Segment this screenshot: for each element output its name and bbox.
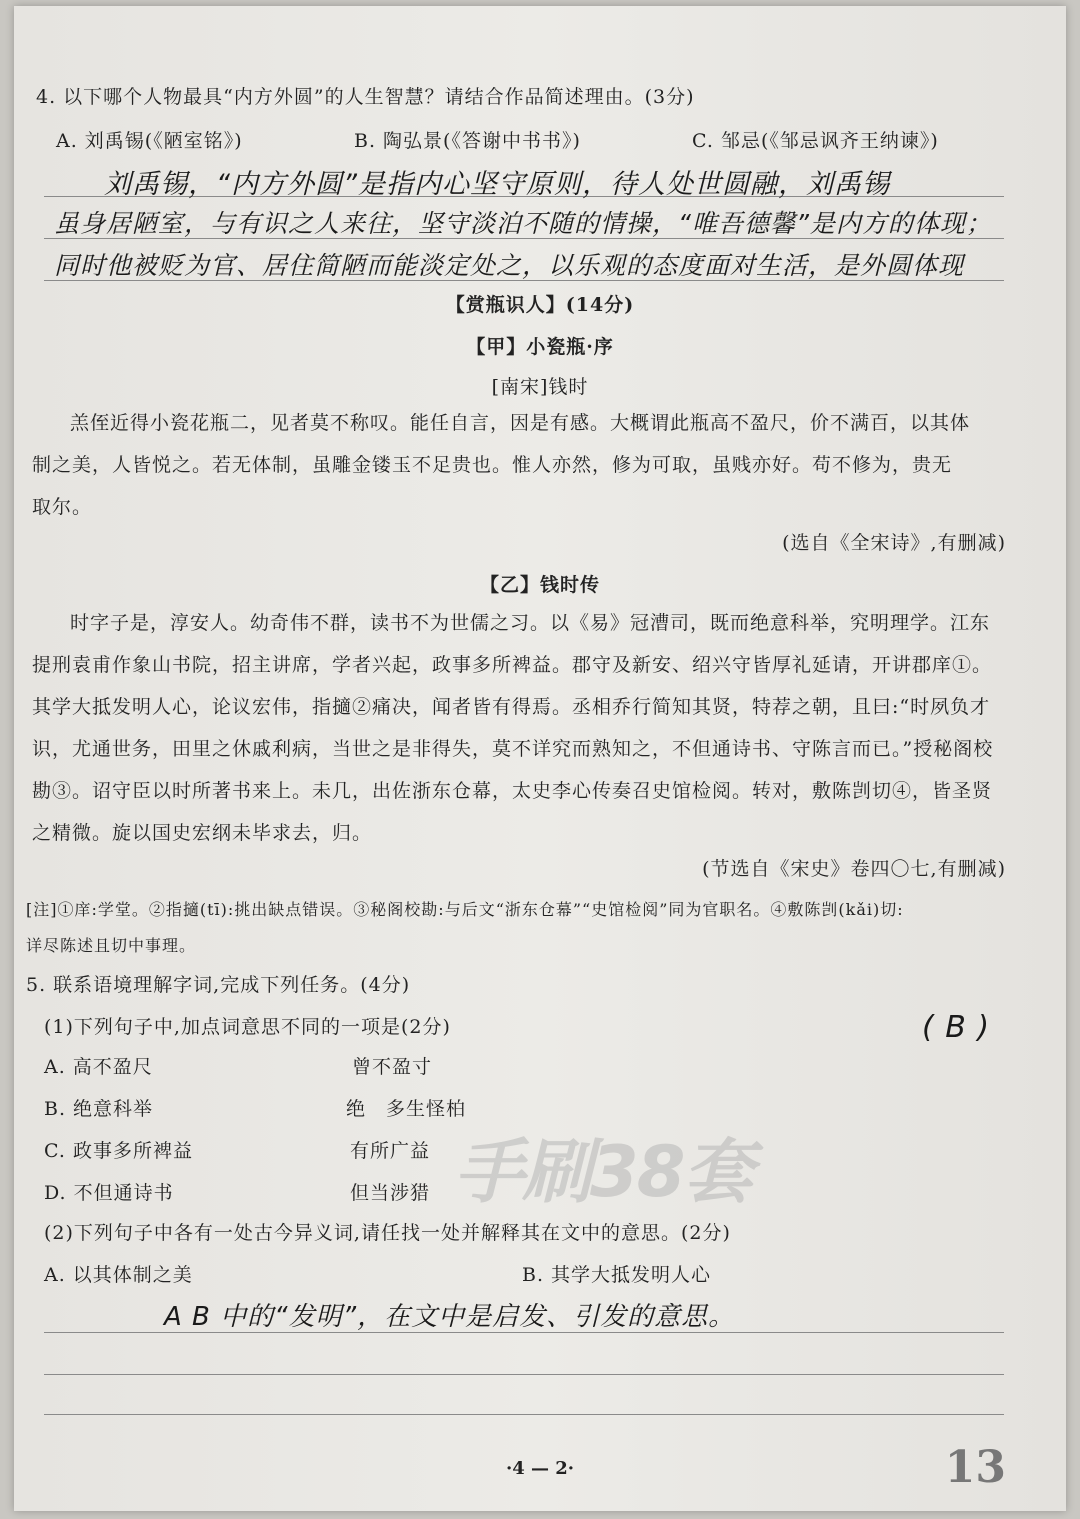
yi-text-line-5: 勘③。诏守臣以时所著书来上。未几，出佐浙东仓幕，太史李心传奏召史馆检阅。转对，敷陈剀切④，皆圣贤 — [32, 780, 993, 802]
jia-author: [南宋]钱时 — [491, 376, 589, 398]
q5-sub2-option-a: A. 以其体制之美 — [44, 1264, 193, 1286]
q4-option-a: A. 刘禹锡(《陋室铭》) — [56, 130, 243, 152]
yi-text-line-6: 之精微。旋以国史宏纲未毕求去，归。 — [32, 822, 373, 844]
q4-option-c: C. 邹忌(《邹忌讽齐王纳谏》) — [692, 130, 939, 152]
yi-text-line-2: 提刑袁甫作象山书院，招主讲席，学者兴起，政事多所裨益。郡守及新安、绍兴守皆厚礼延请，开讲郡庠①。 — [32, 654, 993, 676]
answer-rule — [44, 1414, 1004, 1415]
q5-sub1-answer: ( B ) — [922, 1010, 991, 1045]
answer-rule — [44, 1332, 1004, 1333]
answer-rule — [44, 1374, 1004, 1375]
section-title: 【赏瓶识人】(14分) — [445, 294, 635, 316]
q4-stem: 4. 以下哪个人物最具“内方外圆”的人生智慧？请结合作品简述理由。(3分) — [36, 86, 695, 108]
yi-text-line-3: 其学大抵发明人心，论议宏伟，指擿②痛决，闻者皆有得焉。丞相乔行简知其贤，特荐之朝，且曰:“时夙负才 — [32, 696, 991, 718]
q4-handwritten-line-3: 同时他被贬为官、居住简陋而能淡定处之，以乐观的态度面对生活，是外圆体现 — [54, 251, 965, 280]
q5-pair-c-right: 有所广益 — [350, 1140, 431, 1162]
jia-text-line-1: 羔侄近得小瓷花瓶二，见者莫不称叹。能任自言，因是有感。大概谓此瓶高不盈尺，价不满百，以其体 — [70, 412, 971, 434]
jia-text-line-3: 取尔。 — [32, 496, 93, 518]
yi-source: (节选自《宋史》卷四〇七,有删减) — [702, 858, 1006, 880]
q5-pair-b-right: 绝 多生怪柏 — [346, 1098, 467, 1120]
q5-pair-a-left: A. 高不盈尺 — [44, 1056, 153, 1078]
q5-sub2-handwritten-answer: A B 中的“发明”，在文中是启发、引发的意思。 — [164, 1302, 736, 1332]
exam-page — [14, 6, 1066, 1511]
notes-line-1: [注]①庠:学堂。②指擿(tī):挑出缺点错误。③秘阁校勘:与后文“浙东仓幕”“史馆检阅”同为官职名。④敷陈剀(kǎi)切: — [26, 900, 904, 919]
q5-sub2-option-b: B. 其学大抵发明人心 — [522, 1264, 712, 1286]
page-number: ·4 — 2· — [505, 1458, 575, 1479]
jia-title: 【甲】小瓷瓶·序 — [466, 336, 614, 358]
q5-pair-d-left: D. 不但通诗书 — [44, 1182, 174, 1204]
q4-handwritten-line-1: 刘禹锡，“内方外圆”是指内心坚守原则，待人处世圆融，刘禹锡 — [104, 169, 890, 200]
q5-pair-b-left: B. 绝意科举 — [44, 1098, 154, 1120]
yi-text-line-4: 识，尤通世务，田里之休戚利病，当世之是非得失，莫不详究而熟知之，不但通诗书、守陈言而已。”授秘阁校 — [32, 738, 994, 760]
yi-title: 【乙】钱时传 — [479, 574, 600, 596]
jia-text-line-2: 制之美，人皆悦之。若无体制，虽雕金镂玉不足贵也。惟人亦然，修为可取，虽贱亦好。苟不修为，贵无 — [32, 454, 953, 476]
watermark-logo: 手刷38套 — [454, 1131, 752, 1213]
q5-sub1: (1)下列句子中,加点词意思不同的一项是(2分) — [44, 1016, 451, 1038]
q5-sub2: (2)下列句子中各有一处古今异义词,请任找一处并解释其在文中的意思。(2分) — [44, 1222, 731, 1244]
q5-pair-a-right: 曾不盈寸 — [352, 1056, 433, 1078]
q5-pair-c-left: C. 政事多所裨益 — [44, 1140, 193, 1162]
corner-page-number: 13 — [944, 1442, 1006, 1493]
q4-option-b: B. 陶弘景(《答谢中书书》) — [354, 130, 581, 152]
q4-handwritten-line-2: 虽身居陋室，与有识之人来往，坚守淡泊不随的情操，“唯吾德馨”是内方的体现； — [54, 209, 992, 238]
notes-line-2: 详尽陈述且切中事理。 — [26, 936, 197, 955]
q5-stem: 5. 联系语境理解字词,完成下列任务。(4分) — [26, 974, 411, 996]
jia-source: (选自《全宋诗》,有删减) — [782, 532, 1006, 554]
yi-text-line-1: 时字子是，淳安人。幼奇伟不群，读书不为世儒之习。以《易》冠漕司，既而绝意科举，究明理学。江东 — [70, 612, 991, 634]
q5-pair-d-right: 但当涉猎 — [350, 1182, 431, 1204]
